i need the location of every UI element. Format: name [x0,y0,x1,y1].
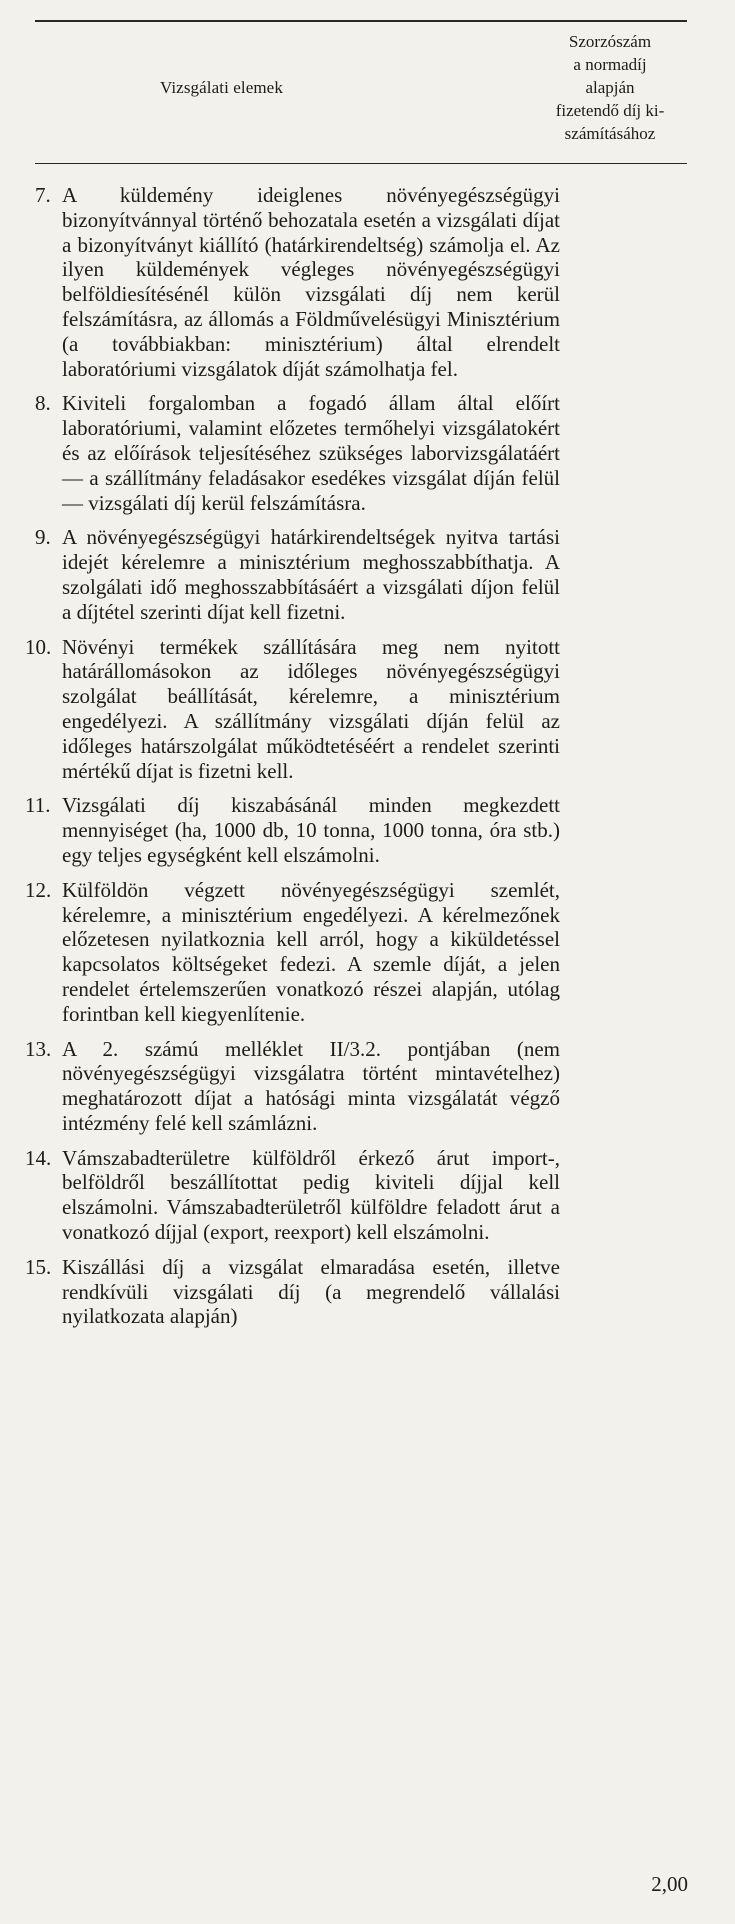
column-header-multiplier [530,30,690,145]
item-text: A küldemény ideiglenes növényegészségügyi bizonyítvánnyal történő behozatala esetén a vizsgálati díjat a bizonyítványt kiállító (határkirendeltség) számolja el. Az ilyen küldemények végleges növényegészségügyi belföldiesítésénél külön vizsgálati díj nem kerül felszámításra, az állomás a Földművelésügyi Minisztérium (a továbbiakban: minisztérium) által elrendelt laboratóriumi vizsgálatok díját számolhatja fel. [62,183,560,381]
item-number: 13. [25,1036,52,1061]
list-item [25,1036,560,1136]
numbered-item-list [25,183,560,1339]
list-item [25,634,560,784]
item-number: 9. [35,525,51,550]
item-text: Vámszabadterületre külföldről érkező árut import-, belföldről beszállítottat pedig kiviteli díjjal kell elszámolni. Vámszabadterületről külföldre feladott árut a vonatkozó díjjal (export, reexport) kell elszámolni. [62,1145,560,1245]
column-header-examination-elements: Vizsgálati elemek [160,78,283,97]
item-number: 8. [35,391,51,416]
item-number: 11. [25,793,51,818]
multiplier-header-line: számításához [564,124,656,143]
list-item [35,525,560,624]
list-item [25,1254,560,1329]
list-item [25,793,560,867]
header-divider-rule [35,163,687,164]
item-text: Vizsgálati díj kiszabásánál minden megkezdett mennyiséget (ha, 1000 db, 10 tonna, 1000 tonna, óra stb.) egy teljes egységként kell elszámolni. [62,793,560,867]
item-text: A 2. számú melléklet II/3.2. pontjában (nem növényegészségügyi vizsgálatra történt mintavételhez) meghatározott díjat a hatósági minta vizsgálatát végző intézmény felé kell számlázni. [62,1036,560,1135]
item-text: Növényi termékek szállítására meg nem nyitott határállomásokon az időleges növényegészségügyi szolgálat beállítását, kérelemre, a minisztérium engedélyezi. A szállítmány vizsgálati díján felül az időleges határszolgálat működtetéséért a rendelet szerinti mértékű díjat is fizetni kell. [62,634,560,783]
item-number: 12. [25,877,52,902]
item-text: Kiviteli forgalomban a fogadó állam által előírt laboratóriumi, valamint előzetes termőhelyi vizsgálatokért és az előírások teljesítéséhez szükséges laborvizsgálatáért — a szállítmány feladásakor esedékes vizsgálat díján felül — vizsgálati díj kerül felszámításra. [62,391,560,515]
list-item [25,1145,560,1245]
list-item [25,877,560,1027]
item-text: Külföldön végzett növényegészségügyi szemlét, kérelemre, a minisztérium engedélyezi. A kérelmezőnek előzetesen nyilatkoznia kell arról, hogy a kiküldetéssel kapcsolatos költségeket fedezi. A szemle díját, a jelen rendelet értelemszerűen vonatkozó részei alapján, utólag forintban kell kiegyenlítenie. [62,877,560,1026]
item-number: 10. [25,634,52,659]
list-item [35,391,560,515]
top-rule [35,20,687,22]
item-number: 15. [25,1254,52,1279]
multiplier-header-line: alapján [585,78,635,97]
multiplier-header-line: Szorzószám [568,32,652,51]
item-number: 14. [25,1145,52,1170]
item-number: 7. [35,183,51,207]
item-15-multiplier-value: 2,00 [651,1872,688,1896]
item-text: A növényegészségügyi határkirendeltségek nyitva tartási idejét kérelemre a minisztérium meghosszabbíthatja. A szolgálati idő meghosszabbításáért a vizsgálati díjon felül a díjtétel szerinti díjat kell fizetni. [62,525,560,624]
list-item [35,183,560,381]
multiplier-header-line: fizetendő díj ki- [555,101,665,120]
multiplier-header-line: a normadíj [573,55,647,74]
item-text: Kiszállási díj a vizsgálat elmaradása esetén, illetve rendkívüli vizsgálati díj (a megrendelő vállalási nyilatkozata alapján) [62,1254,560,1329]
